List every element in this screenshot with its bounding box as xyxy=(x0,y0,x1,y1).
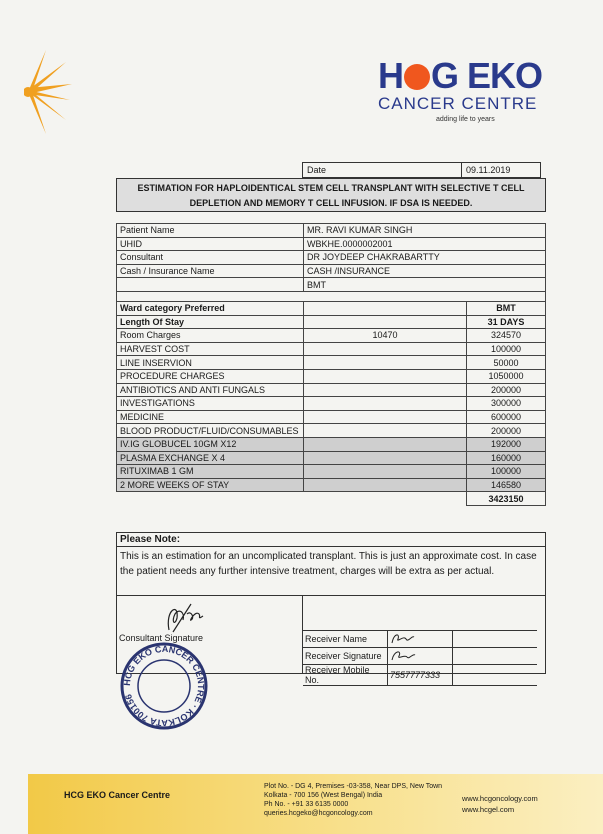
charge-rate xyxy=(304,465,467,479)
spacer-row xyxy=(117,291,546,301)
charge-row xyxy=(117,383,546,397)
charge-rate xyxy=(304,356,467,370)
charge-amount: 324570 xyxy=(467,329,546,343)
charge-row xyxy=(117,342,546,356)
receiver-name-handwriting xyxy=(390,631,416,645)
charge-amount: 1050000 xyxy=(467,369,546,383)
charge-rate xyxy=(304,383,467,397)
total-row xyxy=(117,492,546,506)
charge-row xyxy=(117,356,546,370)
patient-row-label xyxy=(117,278,304,292)
charge-amount: 160000 xyxy=(467,451,546,465)
charge-row xyxy=(117,301,546,315)
charge-amount: 50000 xyxy=(467,356,546,370)
charge-row xyxy=(117,315,546,329)
brand-letter-h: H xyxy=(378,55,403,96)
date-value: 09.11.2019 xyxy=(462,163,541,178)
hospital-stamp-icon xyxy=(118,640,210,732)
charge-amount: BMT xyxy=(467,301,546,315)
brand-wordmark xyxy=(378,55,558,96)
patient-row-label: UHID xyxy=(117,237,304,251)
patient-row-value: BMT xyxy=(304,278,546,292)
brand-tagline: adding life to years xyxy=(436,116,495,123)
brand-logo xyxy=(378,55,558,123)
charge-amount: 100000 xyxy=(467,465,546,479)
patient-row xyxy=(117,224,546,238)
patient-row xyxy=(117,278,546,292)
footer-address-line-3: Ph No. - +91 33 6135 0000 xyxy=(264,801,349,808)
receiver-mobile-value: 7557777333 xyxy=(388,665,453,686)
charge-rate xyxy=(304,451,467,465)
date-label: Date xyxy=(303,163,462,178)
footer-address-line-1: Plot No. - DG 4, Premises -03-358, Near DPS, New Town xyxy=(264,783,443,790)
charge-row xyxy=(117,369,546,383)
charges-section xyxy=(117,301,546,491)
patient-row-label: Patient Name xyxy=(117,224,304,238)
charge-amount: 100000 xyxy=(467,342,546,356)
total-value: 3423150 xyxy=(467,492,546,506)
charge-label: RITUXIMAB 1 GM xyxy=(117,465,304,479)
brand-circle-icon xyxy=(404,64,430,90)
charge-row xyxy=(117,465,546,479)
charge-row xyxy=(117,410,546,424)
charge-label: Room Charges xyxy=(117,329,304,343)
receiver-signature-handwriting xyxy=(390,648,416,662)
patient-row xyxy=(117,251,546,265)
charge-rate xyxy=(304,424,467,438)
charge-label: Ward category Preferred xyxy=(117,301,304,315)
charge-rate xyxy=(304,437,467,451)
charge-row xyxy=(117,451,546,465)
patient-row-value: CASH /INSURANCE xyxy=(304,264,546,278)
receiver-table xyxy=(303,630,537,686)
charge-amount: 600000 xyxy=(467,410,546,424)
note-body: This is an estimation for an uncomplicated transplant. This is just an approximate cost. In case the patient needs any further intensive treatment, charges will be extra as per actual. xyxy=(120,551,537,577)
patient-info-section xyxy=(117,224,546,292)
footer-websites xyxy=(462,793,538,815)
footer-address-line-2: Kolkata - 700 156 (West Bengal) India xyxy=(264,792,383,799)
footer-website-1[interactable]: www.hcgoncology.com xyxy=(462,794,538,803)
charge-row xyxy=(117,397,546,411)
date-table xyxy=(302,162,541,178)
charge-label: IV.IG GLOBUCEL 10GM X12 xyxy=(117,437,304,451)
charge-row xyxy=(117,329,546,343)
charge-rate xyxy=(304,342,467,356)
note-box xyxy=(116,532,546,596)
charge-row xyxy=(117,478,546,492)
consultant-signature-label: Consultant Signature xyxy=(119,633,204,643)
charge-rate xyxy=(304,315,467,329)
charge-rate xyxy=(304,301,467,315)
patient-row-value: DR JOYDEEP CHAKRABARTTY xyxy=(304,251,546,265)
patient-row-value: MR. RAVI KUMAR SINGH xyxy=(304,224,546,238)
charge-label: PROCEDURE CHARGES xyxy=(117,369,304,383)
receiver-mobile-label: Receiver Mobile No. xyxy=(303,665,388,686)
brand-subtitle: CANCER CENTRE xyxy=(378,94,538,113)
footer-address xyxy=(264,782,442,818)
charge-amount: 31 DAYS xyxy=(467,315,546,329)
charge-label: HARVEST COST xyxy=(117,342,304,356)
consultant-signature-mark xyxy=(161,600,211,636)
charge-label: 2 MORE WEEKS OF STAY xyxy=(117,478,304,492)
patient-row-label: Consultant xyxy=(117,251,304,265)
footer-address-line-4: queries.hcgeko@hcgoncology.com xyxy=(264,810,373,817)
charge-label: Length Of Stay xyxy=(117,315,304,329)
footer-name: HCG EKO Cancer Centre xyxy=(64,790,171,800)
estimate-table xyxy=(116,223,546,506)
charge-row xyxy=(117,437,546,451)
patient-row-label: Cash / Insurance Name xyxy=(117,264,304,278)
receiver-signature-value xyxy=(388,648,453,665)
receiver-name-label: Receiver Name xyxy=(303,631,388,648)
charge-label: LINE INSERVION xyxy=(117,356,304,370)
charge-amount: 146580 xyxy=(467,478,546,492)
charge-label: INVESTIGATIONS xyxy=(117,397,304,411)
svg-text:HCG EKO CANCER CENTRE · KOLKAT xyxy=(122,644,206,728)
charge-amount: 300000 xyxy=(467,397,546,411)
brand-name: G EKO xyxy=(431,55,543,96)
charge-label: ANTIBIOTICS AND ANTI FUNGALS xyxy=(117,383,304,397)
charge-label: PLASMA EXCHANGE X 4 xyxy=(117,451,304,465)
receiver-signature-label: Receiver Signature xyxy=(303,648,388,665)
charge-amount: 192000 xyxy=(467,437,546,451)
sun-logo-icon xyxy=(24,48,76,136)
charge-label: BLOOD PRODUCT/FLUID/CONSUMABLES xyxy=(117,424,304,438)
patient-row xyxy=(117,264,546,278)
charge-rate xyxy=(304,478,467,492)
charge-label: MEDICINE xyxy=(117,410,304,424)
charge-row xyxy=(117,424,546,438)
charge-rate: 10470 xyxy=(304,329,467,343)
receiver-name-value xyxy=(388,631,453,648)
charge-amount: 200000 xyxy=(467,424,546,438)
patient-row-value: WBKHE.0000002001 xyxy=(304,237,546,251)
charge-rate xyxy=(304,397,467,411)
footer-website-2[interactable]: www.hcgel.com xyxy=(462,805,515,814)
charge-amount: 200000 xyxy=(467,383,546,397)
estimate-title: ESTIMATION FOR HAPLOIDENTICAL STEM CELL TRANSPLANT WITH SELECTIVE T CELL DEPLETION AND MEMORY T CELL INFUSION. IF DSA IS NEEDED. xyxy=(116,178,546,212)
stamp-text: HCG EKO CANCER CENTRE · KOLKATA 700156 xyxy=(121,643,207,729)
note-heading: Please Note: xyxy=(117,533,545,547)
charge-rate xyxy=(304,410,467,424)
patient-row xyxy=(117,237,546,251)
charge-rate xyxy=(304,369,467,383)
